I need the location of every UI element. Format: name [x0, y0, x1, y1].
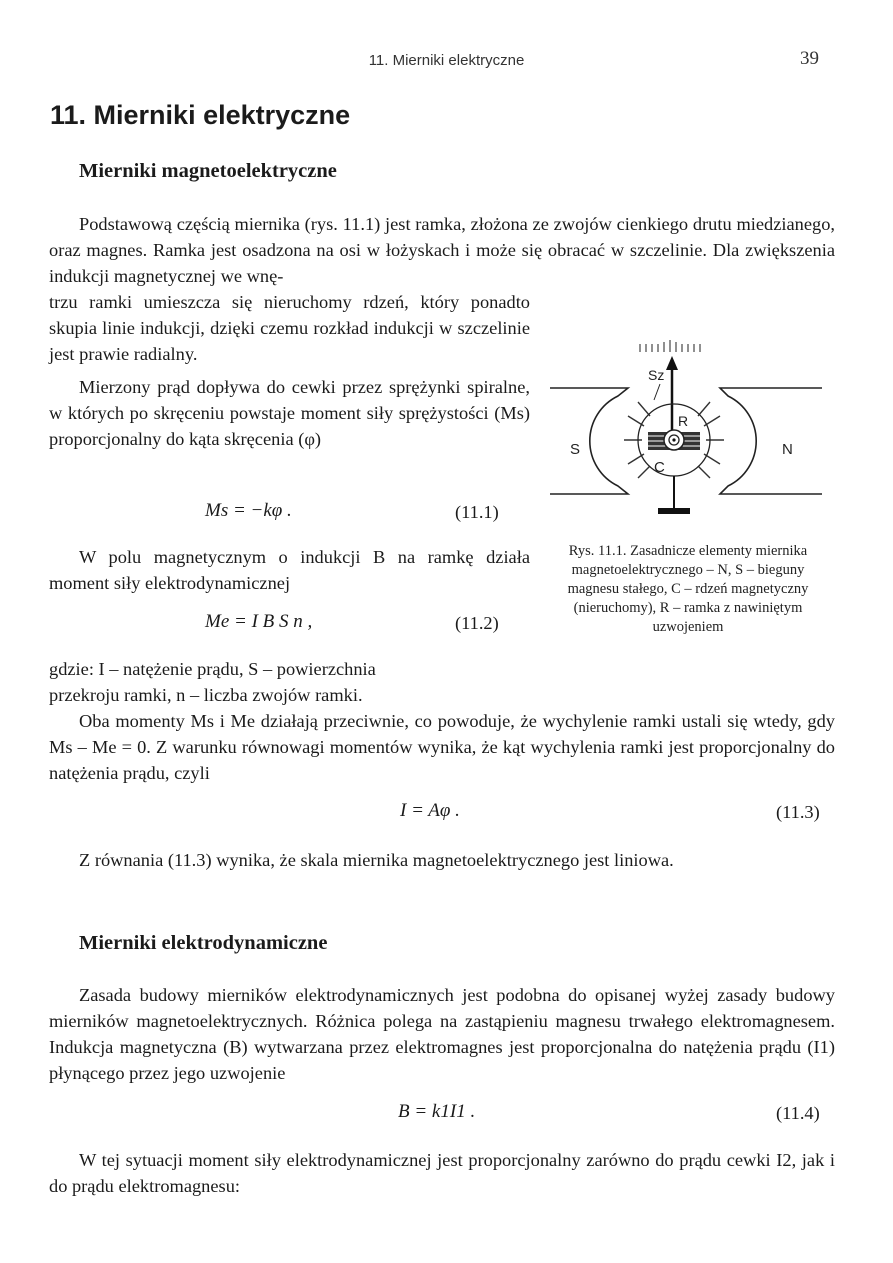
label-r: R: [678, 413, 689, 429]
page-number: 39: [800, 48, 819, 69]
equation-11-1: Ms = −kφ .: [205, 500, 292, 521]
equation-11-2: Me = I B S n ,: [205, 611, 313, 632]
figure-11-1: [550, 336, 822, 526]
equation-number: (11.1): [455, 502, 499, 522]
equation-number: (11.3): [776, 802, 820, 822]
paragraph: gdzie: I – natężenie prądu, S – powierzchnia: [49, 659, 376, 679]
paragraph: trzu ramki umieszcza się nieruchomy rdzeń, który ponadto skupia linie indukcji, dzięki czemu rozkład indukcji w szczelinie jest prawie radialny.: [49, 292, 530, 364]
paragraph: Oba momenty Ms i Me działają przeciwnie, co powoduje, że wychylenie ramki ustali się wtedy, gdy Ms – Me = 0. Z warunku równowagi momentów wynika, że kąt wychylenia ramki jest proporcjonalny do natężenia prądu, czyli: [49, 711, 835, 783]
paragraph: W tej sytuacji moment siły elektrodynamicznej jest proporcjonalny zarówno do prądu cewki I2, jak i do prądu elektromagnesu:: [49, 1150, 835, 1196]
paragraph: Zasada budowy mierników elektrodynamicznych jest podobna do opisanej wyżej zasady budowy mierników magnetoelektrycznych. Różnica polega na zastąpieniu magnesu trwałego elektromagnesem. Indukcja magnetyczna (B) wytwarzana przez elektromagnes jest proporcjonalna do natężenia prądu (I1) płynącego przez jego uzwojenie: [49, 985, 835, 1083]
section-title-magnetoelectric: Mierniki magnetoelektryczne: [79, 160, 337, 182]
label-n: N: [782, 441, 793, 458]
equation-number: (11.4): [776, 1103, 820, 1123]
running-title: 11. Mierniki elektryczne: [368, 52, 525, 69]
paragraph: przekroju ramki, n – liczba zwojów ramki.: [49, 685, 363, 705]
figure-caption: Rys. 11.1. Zasadnicze elementy miernika magnetoelektrycznego – N, S – bieguny magnesu stałego, C – rdzeń magnetyczny (nieruchomy), R – ramka z nawiniętym uzwojeniem: [567, 543, 809, 635]
paragraph: W polu magnetycznym o indukcji B na ramkę działa moment siły elektrodynamicznej: [49, 547, 530, 593]
label-sz: Sz: [648, 367, 665, 383]
paragraph: Mierzony prąd dopływa do cewki przez sprężynki spiralne, w których po skręceniu powstaje moment siły sprężystości (Ms) proporcjonalny do kąta skręcenia (φ): [49, 377, 530, 449]
equation-11-4: B = k1I1 .: [398, 1101, 476, 1122]
pole-s: [550, 388, 628, 494]
section-title-electrodynamic: Mierniki elektrodynamiczne: [79, 932, 328, 954]
meter-diagram: [550, 336, 822, 526]
chapter-title: 11. Mierniki elektryczne: [50, 100, 351, 130]
scale-ticks: [640, 340, 700, 352]
paragraph: Z równania (11.3) wynika, że skala miernika magnetoelektrycznego jest liniowa.: [79, 850, 674, 870]
equation-number: (11.2): [455, 613, 499, 633]
label-c: C: [654, 459, 665, 476]
paragraph: Podstawową częścią miernika (rys. 11.1) jest ramka, złożona ze zwojów cienkiego drutu miedzianego, oraz magnes. Ramka jest osadzona na osi w łożyskach i może się obracać w szczelinie. Dla zwiększenia indukcji magnetycznej we wnę-: [49, 214, 835, 286]
label-s: S: [570, 441, 581, 458]
equation-11-3: I = Aφ .: [400, 800, 460, 821]
pole-n: [720, 388, 822, 494]
